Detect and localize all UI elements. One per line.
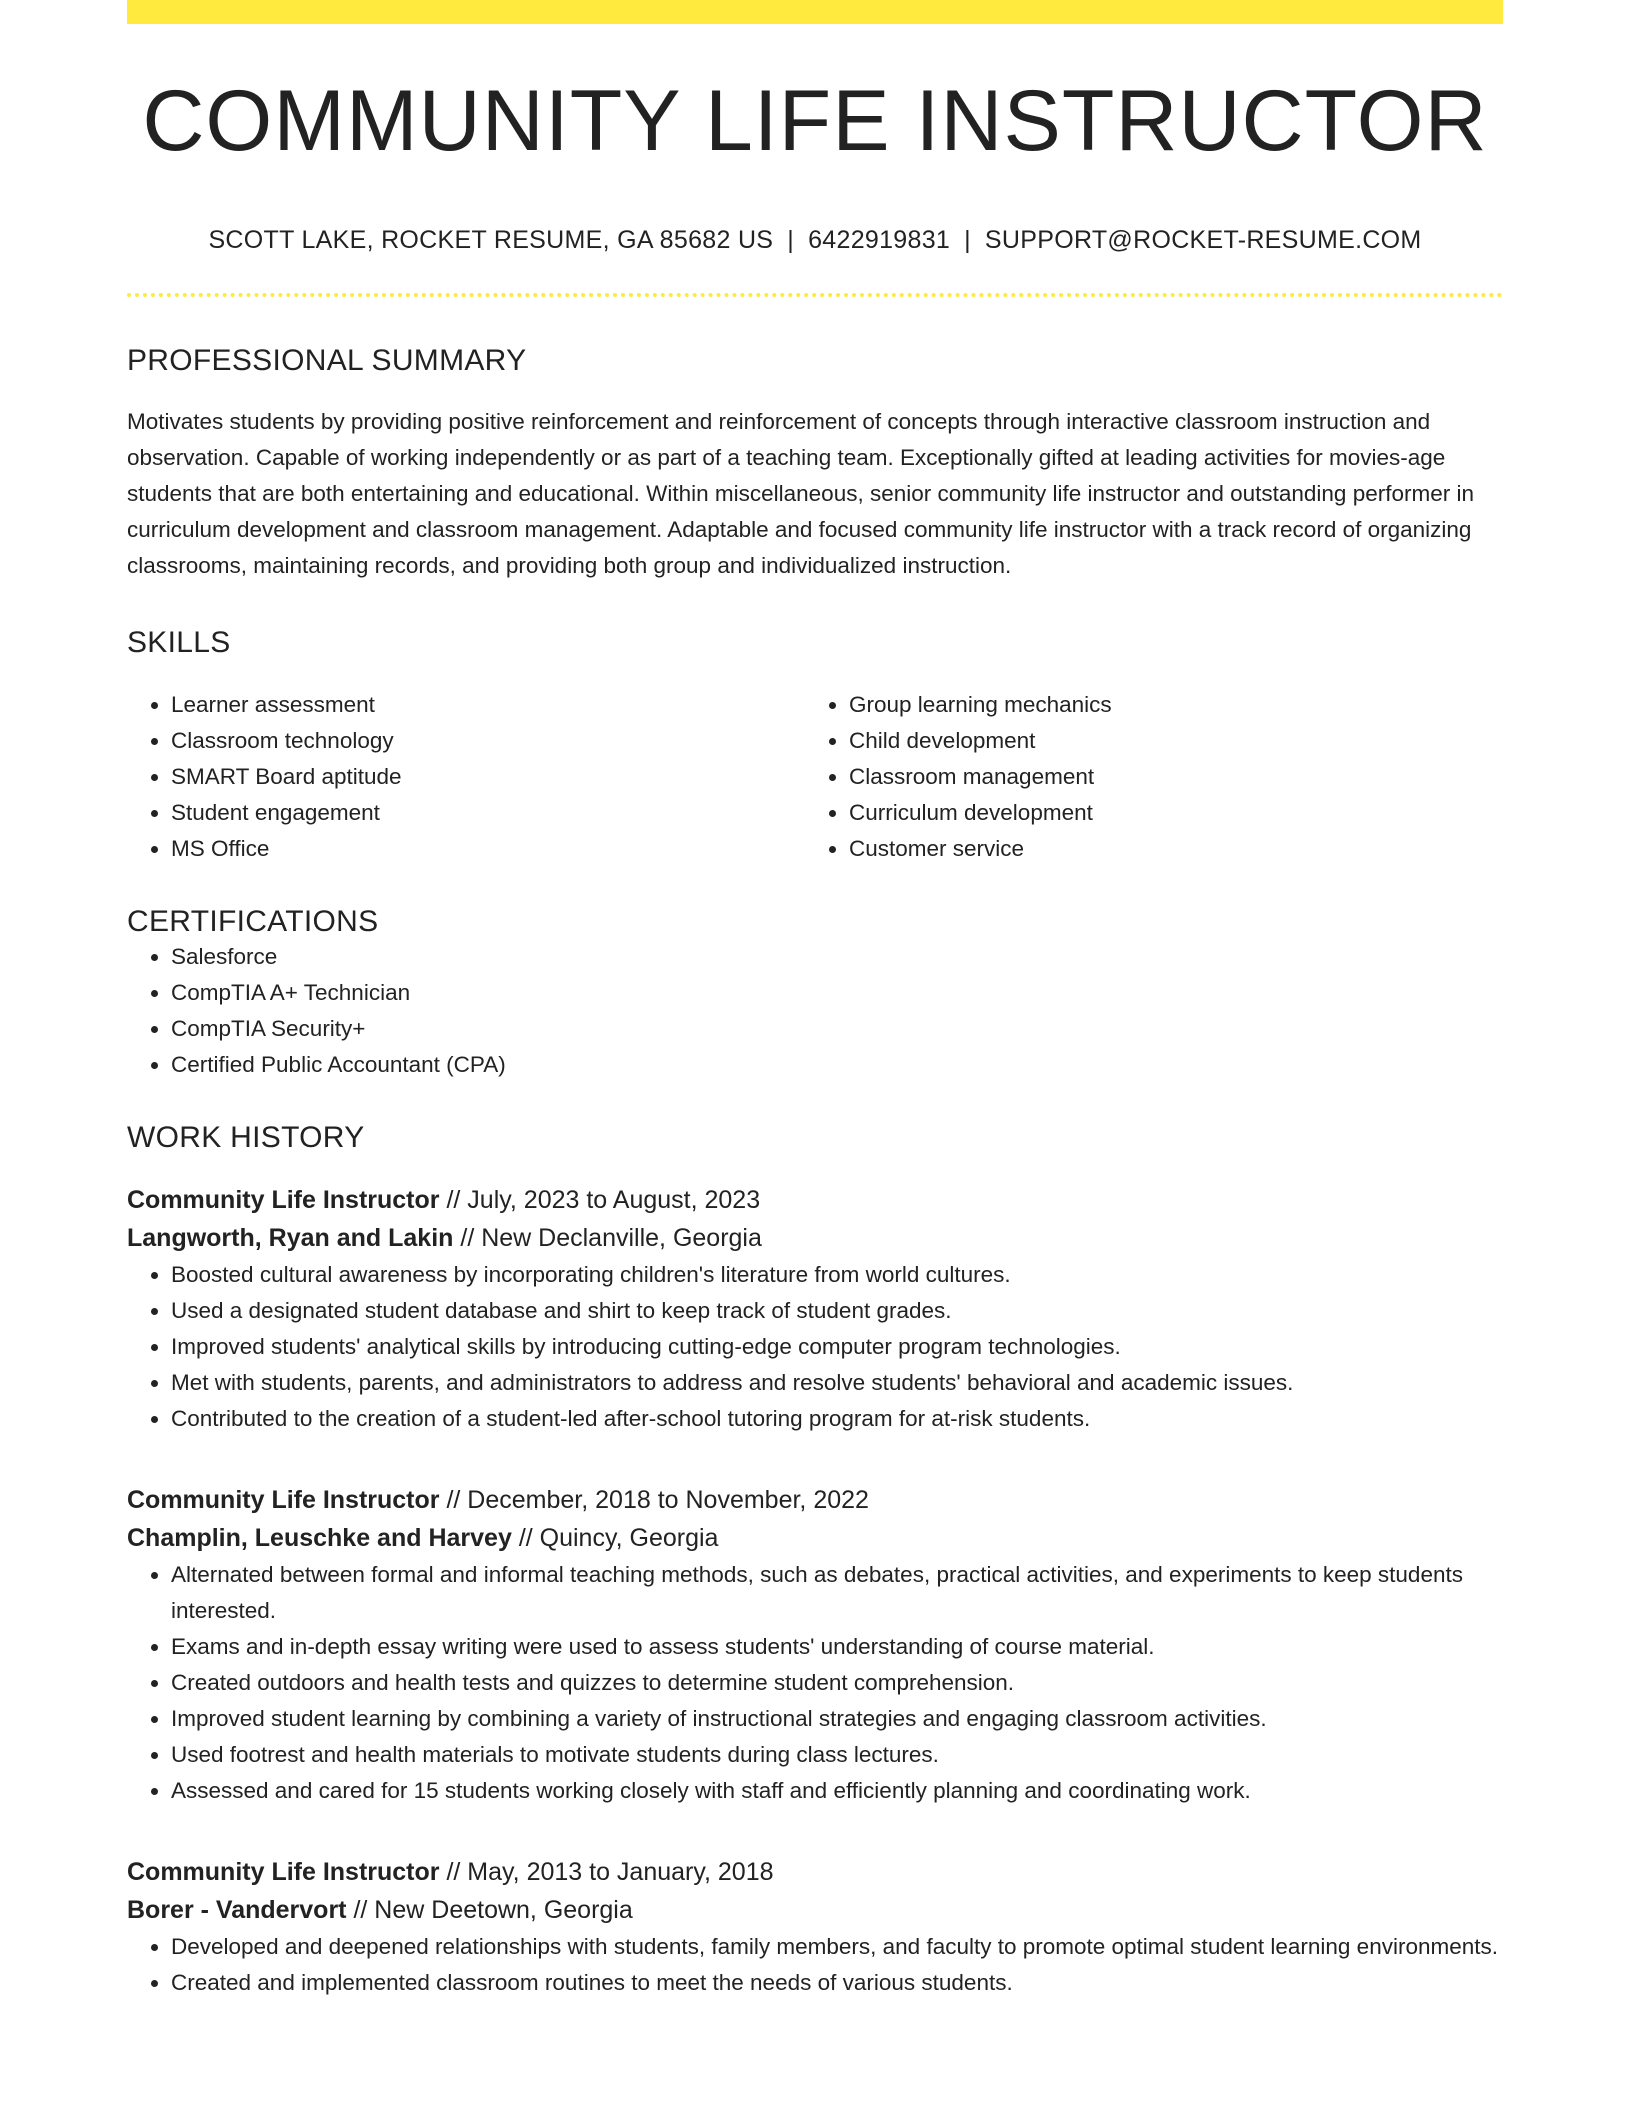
summary-heading: PROFESSIONAL SUMMARY: [127, 344, 527, 377]
skill-item: • Customer service: [849, 831, 1483, 867]
job-bullet: • Met with students, parents, and administrators to address and resolve students' behavioral and academic issues.: [171, 1365, 1503, 1401]
job-bullet: • Developed and deepened relationships with students, family members, and faculty to promote optimal student learning environments.: [171, 1929, 1503, 1965]
job-bullet: • Boosted cultural awareness by incorporating children's literature from world cultures.: [171, 1257, 1503, 1293]
contact-separator: |: [787, 226, 795, 254]
job-bullet: • Assessed and cared for 15 students working closely with staff and efficiently planning and coordinating work.: [171, 1773, 1503, 1809]
skills-column-right: [805, 687, 1483, 867]
skills-column-left: [127, 687, 805, 867]
job-bullet: • Improved student learning by combining a variety of instructional strategies and engaging classroom activities.: [171, 1701, 1503, 1737]
job-title: Community Life Instructor: [127, 1486, 440, 1514]
job-title-line: [127, 1181, 1503, 1219]
job-bullet: • Contributed to the creation of a student-led after-school tutoring program for at-risk students.: [171, 1401, 1503, 1437]
job-entry: [127, 1181, 1503, 1437]
job-company: Langworth, Ryan and Lakin: [127, 1224, 454, 1252]
job-company-line: [127, 1219, 1503, 1257]
certifications-heading: CERTIFICATIONS: [127, 905, 379, 938]
accent-top-bar: [127, 0, 1503, 24]
skills-list-right: [805, 687, 1483, 867]
job-dates: // May, 2013 to January, 2018: [446, 1858, 774, 1886]
skill-item: • MS Office: [171, 831, 805, 867]
contact-email: SUPPORT@ROCKET-RESUME.COM: [984, 226, 1422, 254]
job-location: // New Declanville, Georgia: [460, 1224, 762, 1252]
contact-phone: 6422919831: [808, 226, 951, 254]
certification-item: • CompTIA Security+: [171, 1011, 1503, 1047]
job-company-line: [127, 1519, 1503, 1557]
skill-item: • SMART Board aptitude: [171, 759, 805, 795]
job-location: // New Deetown, Georgia: [353, 1896, 633, 1924]
skill-item: • Group learning mechanics: [849, 687, 1483, 723]
resume-title: COMMUNITY LIFE INSTRUCTOR: [142, 73, 1488, 169]
job-dates: // December, 2018 to November, 2022: [446, 1486, 869, 1514]
job-bullet: • Improved students' analytical skills by introducing cutting-edge computer program technologies.: [171, 1329, 1503, 1365]
skill-item: • Curriculum development: [849, 795, 1483, 831]
resume-page: [127, 0, 1503, 2001]
job-bullets: [127, 1557, 1503, 1809]
job-bullet: • Alternated between formal and informal teaching methods, such as debates, practical activities, and experiments to keep students interested.: [171, 1557, 1503, 1629]
job-entry: [127, 1853, 1503, 2001]
skills-heading: SKILLS: [127, 626, 231, 659]
skill-item: • Student engagement: [171, 795, 805, 831]
skills-grid: [127, 687, 1503, 867]
job-bullet: • Created and implemented classroom routines to meet the needs of various students.: [171, 1965, 1503, 2001]
job-bullet: • Exams and in-depth essay writing were used to assess students' understanding of course material.: [171, 1629, 1503, 1665]
certification-item: • CompTIA A+ Technician: [171, 975, 1503, 1011]
job-bullets: [127, 1257, 1503, 1437]
skill-item: • Learner assessment: [171, 687, 805, 723]
job-company-line: [127, 1891, 1503, 1929]
certification-item: • Salesforce: [171, 939, 1503, 975]
job-location: // Quincy, Georgia: [518, 1524, 719, 1552]
contact-separator: |: [964, 226, 971, 254]
job-title: Community Life Instructor: [127, 1858, 440, 1886]
skill-item: • Classroom technology: [171, 723, 805, 759]
job-bullet: • Created outdoors and health tests and quizzes to determine student comprehension.: [171, 1665, 1503, 1701]
certification-item: • Certified Public Accountant (CPA): [171, 1047, 1503, 1083]
job-dates: // July, 2023 to August, 2023: [446, 1186, 761, 1214]
job-title-line: [127, 1853, 1503, 1891]
job-bullet: • Used a designated student database and shirt to keep track of student grades.: [171, 1293, 1503, 1329]
summary-text: Motivates students by providing positive reinforcement and reinforcement of concepts through interactive classroom instruction and observation. Capable of working independently or as part of a teaching team. Exceptionally gifted at leading activities for movies-age students that are both entertaining and educational. Within miscellaneous, senior community life instructor and outstanding performer in curriculum development and classroom management. Adaptable and focused community life instructor with a track record of organizing classrooms, maintaining records, and providing both group and individualized instruction.: [127, 409, 1474, 578]
contact-line: [127, 226, 1503, 255]
dotted-divider: [127, 293, 1503, 297]
job-title-line: [127, 1481, 1503, 1519]
job-company: Champlin, Leuschke and Harvey: [127, 1524, 512, 1552]
skills-list-left: [127, 687, 805, 867]
job-bullets: [127, 1929, 1503, 2001]
job-bullet: • Used footrest and health materials to motivate students during class lectures.: [171, 1737, 1503, 1773]
job-title: Community Life Instructor: [127, 1186, 440, 1214]
contact-address: SCOTT LAKE, ROCKET RESUME, GA 85682 US: [208, 226, 774, 254]
skill-item: • Classroom management: [849, 759, 1483, 795]
certifications-list: [127, 939, 1503, 1083]
job-entry: [127, 1481, 1503, 1809]
skill-item: • Child development: [849, 723, 1483, 759]
work-history-heading: WORK HISTORY: [127, 1121, 365, 1154]
job-company: Borer - Vandervort: [127, 1896, 347, 1924]
